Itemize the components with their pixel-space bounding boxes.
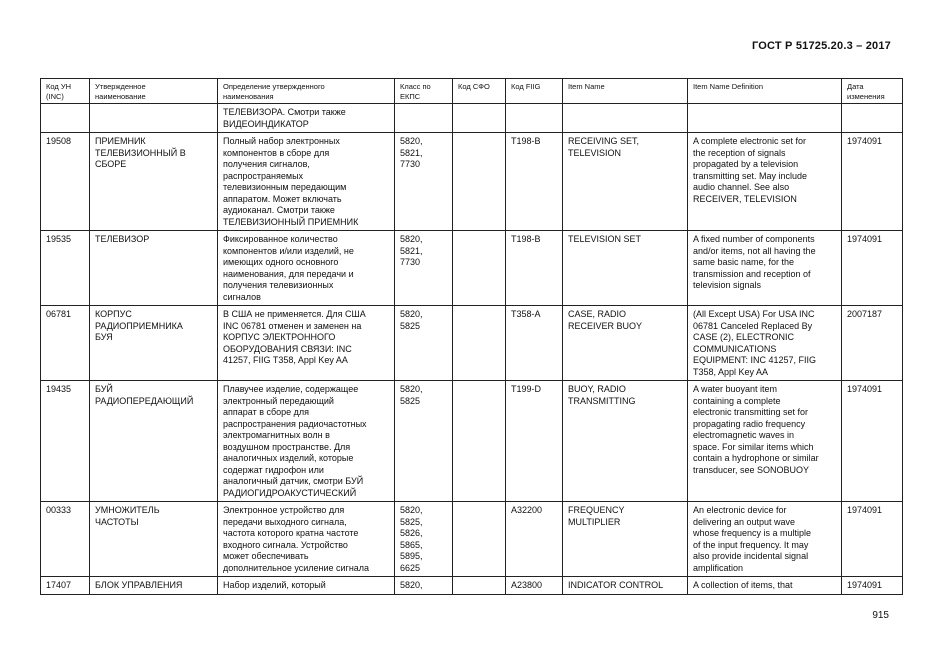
page-number: 915	[872, 610, 889, 621]
cell-sfo-code	[453, 104, 506, 133]
cell-line: 6625	[400, 562, 421, 573]
cell-line: 19435	[46, 384, 72, 394]
cell-name-ru	[90, 306, 218, 381]
cell-line: В США не применяется. Для США	[223, 309, 366, 319]
column-header-sfo-code	[453, 79, 506, 104]
cell-line: delivering an output wave	[693, 516, 796, 527]
cell-item-name-definition	[688, 381, 842, 502]
cell-item-name	[563, 104, 688, 133]
cell-change-date	[842, 231, 903, 306]
cell-line: содержат гидрофон или	[223, 464, 324, 475]
column-header-line: Дата	[847, 82, 864, 91]
cell-line: наименования, для передачи и	[223, 268, 354, 279]
cell-item-name	[563, 381, 688, 502]
cell-line: audio channel. See also	[693, 182, 790, 192]
cell-fiig-code	[506, 104, 563, 133]
column-header-inc	[41, 79, 90, 104]
cell-definition-ru	[218, 104, 395, 133]
cell-line: RECEIVER, TELEVISION	[693, 193, 797, 204]
cell-line: INDICATOR CONTROL	[568, 580, 664, 590]
cell-line: A23800	[511, 580, 543, 590]
cell-line: 7730	[400, 257, 421, 267]
cell-line: 5820,	[400, 309, 423, 319]
cell-line: T199-D	[511, 384, 542, 394]
cell-line: 5895,	[400, 551, 423, 561]
cell-line: space. For similar items which	[693, 441, 814, 452]
cell-line: An electronic device for	[693, 505, 787, 515]
cell-line: РАДИОПРИЕМНИКА	[95, 320, 183, 331]
cell-change-date	[842, 577, 903, 595]
cell-line: transducer, see SONOBUOY	[693, 464, 810, 475]
column-header-ekps-class	[395, 79, 453, 104]
cell-line: 5820,	[400, 580, 423, 590]
column-header-line: наименование	[95, 91, 146, 101]
cell-line: 19508	[46, 136, 72, 146]
column-header-line: ЕКПС	[400, 91, 421, 101]
cell-line: 5820,	[400, 505, 423, 515]
cell-name-ru	[90, 577, 218, 595]
table-body	[41, 104, 903, 595]
cell-line: electromagnetic waves in	[693, 430, 795, 440]
cell-item-name-definition	[688, 231, 842, 306]
cell-line: аналогичный датчик, смотри БУЙ	[223, 476, 364, 486]
cell-inc	[41, 306, 90, 381]
cell-line: same basic name, for the	[693, 257, 795, 267]
cell-line: частота которого кратна частоте	[223, 528, 359, 538]
cell-line: аудиоканал. Смотри также	[223, 205, 335, 215]
cell-definition-ru	[218, 502, 395, 577]
cell-line: A collection of items, that	[693, 580, 793, 590]
cell-item-name-definition	[688, 104, 842, 133]
cell-line: electronic transmitting set for	[693, 407, 809, 417]
cell-line: 5820,	[400, 136, 423, 146]
cell-line: 19535	[46, 234, 72, 244]
cell-sfo-code	[453, 381, 506, 502]
cell-name-ru	[90, 502, 218, 577]
cell-line: РАДИОГИДРОАКУСТИЧЕСКИЙ	[223, 487, 357, 498]
cell-line: propagating radio frequency	[693, 418, 806, 429]
cell-line: Фиксированное количество	[223, 234, 338, 244]
cell-sfo-code	[453, 231, 506, 306]
cell-fiig-code	[506, 231, 563, 306]
cell-ekps-class	[395, 306, 453, 381]
cell-line: BUOY, RADIO	[568, 384, 626, 394]
cell-line: TELEVISION	[568, 147, 622, 158]
cell-line: ЧАСТОТЫ	[95, 516, 139, 527]
cell-line: 06781 Canceled Replaced By	[693, 320, 813, 331]
cell-item-name-definition	[688, 502, 842, 577]
cell-name-ru	[90, 133, 218, 231]
cell-line: ВИДЕОИНДИКАТОР	[223, 118, 309, 129]
column-header-line: наименования	[223, 91, 274, 101]
cell-inc	[41, 381, 90, 502]
cell-line: электронный передающий	[223, 395, 334, 406]
cell-line: входного сигнала. Устройство	[223, 539, 348, 550]
cell-line: может обеспечивать	[223, 551, 309, 561]
cell-item-name	[563, 502, 688, 577]
cell-line: Плавучее изделие, содержащее	[223, 384, 359, 394]
column-header-line: Код УН	[46, 82, 72, 91]
cell-definition-ru	[218, 231, 395, 306]
column-header-line: Код FIIG	[511, 82, 541, 91]
cell-line: аналогичных изделий, которые	[223, 453, 354, 463]
column-header-line: Item Name Definition	[693, 82, 764, 91]
cell-change-date	[842, 306, 903, 381]
cell-line: ТЕЛЕВИЗИОННЫЙ ПРИЕМНИК	[223, 216, 359, 227]
cell-item-name	[563, 306, 688, 381]
cell-line: whose frequency is a multiple	[693, 528, 812, 538]
cell-line: television signals	[693, 280, 762, 290]
cell-line: A complete electronic set for	[693, 136, 807, 146]
cell-line: УМНОЖИТЕЛЬ	[95, 505, 160, 515]
cell-line: A fixed number of components	[693, 234, 815, 244]
cell-item-name	[563, 133, 688, 231]
cell-line: СБОРЕ	[95, 159, 127, 169]
cell-line: 5820,	[400, 384, 423, 394]
column-header-item-name-definition	[688, 79, 842, 104]
cell-line: ПРИЕМНИК	[95, 136, 146, 146]
cell-line: РАДИОПЕРЕДАЮЩИЙ	[95, 395, 194, 406]
cell-line: transmission and reception of	[693, 268, 811, 279]
cell-line: телевизионным передающим	[223, 182, 347, 192]
cell-change-date	[842, 502, 903, 577]
cell-name-ru	[90, 381, 218, 502]
cell-line: propagated by a television	[693, 159, 799, 169]
column-header-line: Определение утвержденного	[223, 82, 325, 91]
cell-line: ТЕЛЕВИЗОРА. Смотри также	[223, 107, 346, 117]
cell-fiig-code	[506, 577, 563, 595]
cell-line: A water buoyant item	[693, 384, 778, 394]
cell-sfo-code	[453, 502, 506, 577]
column-header-line: Item Name	[568, 82, 605, 91]
column-header-line: Класс по	[400, 82, 431, 91]
cell-line: передачи выходного сигнала,	[223, 516, 347, 527]
cell-line: MULTIPLIER	[568, 516, 621, 527]
cell-ekps-class	[395, 104, 453, 133]
cell-item-name-definition	[688, 577, 842, 595]
cell-line: ТЕЛЕВИЗИОННЫЙ В	[95, 147, 186, 158]
cell-ekps-class	[395, 577, 453, 595]
cell-line: получения телевизионных	[223, 280, 334, 290]
cell-line: КОРПУС	[95, 309, 132, 319]
cell-fiig-code	[506, 502, 563, 577]
cell-line: 00333	[46, 505, 72, 515]
table-row	[41, 306, 903, 381]
cell-line: T198-B	[511, 234, 541, 244]
cell-line: имеющих одного основного	[223, 257, 339, 267]
cell-line: 1974091	[847, 136, 883, 146]
cell-line: КОРПУС ЭЛЕКТРОННОГО	[223, 332, 336, 342]
cell-change-date	[842, 133, 903, 231]
cell-line: TELEVISION SET	[568, 234, 642, 244]
column-header-name-ru	[90, 79, 218, 104]
cell-line: RECEIVING SET,	[568, 136, 640, 146]
cell-line: распространяемых	[223, 170, 304, 181]
cell-line: FREQUENCY	[568, 505, 625, 515]
cell-definition-ru	[218, 381, 395, 502]
cell-item-name	[563, 577, 688, 595]
cell-line: and/or items, not all having the	[693, 245, 816, 256]
cell-line: INC 06781 отменен и заменен на	[223, 320, 362, 331]
table-row	[41, 502, 903, 577]
cell-line: 1974091	[847, 234, 883, 244]
cell-line: компонентов и/или изделий, не	[223, 245, 354, 256]
cell-line: 17407	[46, 580, 72, 590]
column-header-line: Утвержденное	[95, 82, 146, 91]
spec-table	[40, 78, 903, 595]
cell-line: распространения радиочастотных	[223, 418, 367, 429]
cell-line: БЛОК УПРАВЛЕНИЯ	[95, 580, 183, 590]
cell-line: containing a complete	[693, 395, 781, 406]
cell-line: воздушном пространстве. Для	[223, 441, 351, 452]
cell-inc	[41, 502, 90, 577]
cell-inc	[41, 231, 90, 306]
cell-item-name-definition	[688, 306, 842, 381]
table-header	[41, 79, 903, 104]
column-header-line: Код СФО	[458, 82, 490, 91]
cell-line: EQUIPMENT: INC 41257, FIIG	[693, 355, 817, 365]
cell-sfo-code	[453, 577, 506, 595]
column-header-item-name	[563, 79, 688, 104]
cell-line: получения сигналов,	[223, 159, 310, 169]
cell-ekps-class	[395, 502, 453, 577]
column-header-definition-ru	[218, 79, 395, 104]
cell-line: аппаратом. Может включать	[223, 193, 342, 204]
cell-fiig-code	[506, 133, 563, 231]
cell-line: (All Except USA) For USA INC	[693, 309, 815, 319]
cell-line: T358, Appl Key AA	[693, 366, 769, 377]
cell-line: T198-B	[511, 136, 541, 146]
cell-line: 5825,	[400, 516, 423, 527]
cell-line: компонентов в сборе для	[223, 147, 330, 158]
cell-line: 5826,	[400, 528, 423, 538]
cell-fiig-code	[506, 381, 563, 502]
cell-line: transmitting set. May include	[693, 170, 808, 181]
cell-line: COMMUNICATIONS	[693, 343, 777, 354]
cell-ekps-class	[395, 231, 453, 306]
cell-line: 06781	[46, 309, 72, 319]
cell-line: also provide incidental signal	[693, 551, 809, 561]
cell-line: ТЕЛЕВИЗОР	[95, 234, 150, 244]
cell-line: 5821,	[400, 245, 423, 256]
cell-line: БУЙ	[95, 384, 113, 394]
cell-inc	[41, 577, 90, 595]
cell-line: 5820,	[400, 234, 423, 244]
cell-line: Полный набор электронных	[223, 136, 340, 146]
cell-line: 41257, FIIG T358, Appl Key AA	[223, 355, 348, 365]
table-row	[41, 381, 903, 502]
column-header-line: (INC)	[46, 91, 64, 101]
column-header-line: изменения	[847, 91, 885, 101]
cell-line: 2007187	[847, 309, 883, 319]
cell-definition-ru	[218, 306, 395, 381]
cell-line: A32200	[511, 505, 543, 515]
table-row	[41, 104, 903, 133]
header-row	[41, 79, 903, 104]
cell-line: CASE (2), ELECTRONIC	[693, 332, 795, 342]
cell-line: аппарат в сборе для	[223, 407, 310, 417]
cell-line: amplification	[693, 562, 744, 573]
cell-definition-ru	[218, 577, 395, 595]
cell-line: Набор изделий, который	[223, 580, 326, 590]
cell-line: 1974091	[847, 384, 883, 394]
document-code: ГОСТ Р 51725.20.3 – 2017	[751, 40, 891, 52]
cell-sfo-code	[453, 133, 506, 231]
cell-line: 1974091	[847, 580, 883, 590]
cell-inc	[41, 133, 90, 231]
cell-change-date	[842, 381, 903, 502]
column-header-change-date	[842, 79, 903, 104]
cell-line: электромагнитных волн в	[223, 430, 330, 440]
cell-line: сигналов	[223, 291, 261, 302]
cell-line: the reception of signals	[693, 147, 786, 158]
cell-change-date	[842, 104, 903, 133]
cell-ekps-class	[395, 381, 453, 502]
cell-definition-ru	[218, 133, 395, 231]
cell-line: 5825	[400, 320, 421, 331]
table-row	[41, 231, 903, 306]
cell-line: Электронное устройство для	[223, 505, 345, 515]
cell-line: contain a hydrophone or similar	[693, 453, 819, 463]
cell-line: БУЯ	[95, 332, 113, 342]
cell-item-name	[563, 231, 688, 306]
cell-line: T358-A	[511, 309, 541, 319]
cell-line: 5825	[400, 395, 421, 406]
cell-item-name-definition	[688, 133, 842, 231]
cell-line: RECEIVER BUOY	[568, 320, 643, 331]
cell-line: 7730	[400, 159, 421, 169]
cell-name-ru	[90, 104, 218, 133]
cell-fiig-code	[506, 306, 563, 381]
cell-line: 1974091	[847, 505, 883, 515]
column-header-fiig-code	[506, 79, 563, 104]
cell-line: CASE, RADIO	[568, 309, 627, 319]
cell-name-ru	[90, 231, 218, 306]
table-row	[41, 133, 903, 231]
table-row	[41, 577, 903, 595]
cell-ekps-class	[395, 133, 453, 231]
cell-inc	[41, 104, 90, 133]
cell-line: дополнительное усиление сигнала	[223, 562, 370, 573]
cell-line: ОБОРУДОВАНИЯ СВЯЗИ: INC	[223, 343, 352, 354]
cell-line: of the input frequency. It may	[693, 539, 809, 550]
cell-line: 5865,	[400, 539, 423, 550]
cell-sfo-code	[453, 306, 506, 381]
cell-line: TRANSMITTING	[568, 395, 636, 406]
cell-line: 5821,	[400, 147, 423, 158]
